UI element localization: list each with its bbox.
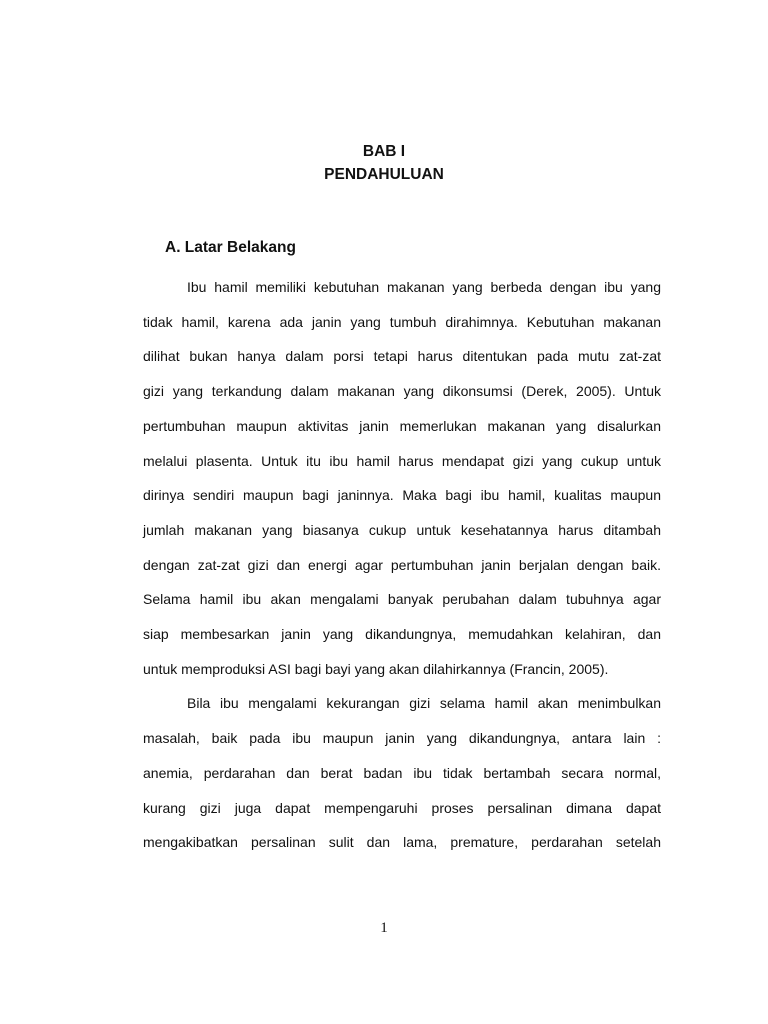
paragraph-line: melalui plasenta. Untuk itu ibu hamil harus mendapat gizi yang cukup untuk [143, 452, 661, 469]
paragraph-line: dilihat bukan hanya dalam porsi tetapi harus ditentukan pada mutu zat-zat [143, 348, 661, 365]
paragraph-2 [143, 686, 661, 860]
paragraph-line: Ibu hamil memiliki kebutuhan makanan yang berbeda dengan ibu yang [187, 279, 661, 295]
paragraph-line: anemia, perdarahan dan berat badan ibu tidak bertambah secara normal, [143, 764, 661, 781]
paragraph-line: untuk memproduksi ASI bagi bayi yang akan dilahirkannya (Francin, 2005). [143, 660, 609, 677]
paragraph-line: masalah, baik pada ibu maupun janin yang dikandungnya, antara lain : [143, 730, 661, 747]
paragraph-1 [143, 270, 661, 686]
paragraph-line: gizi yang terkandung dalam makanan yang dikonsumsi (Derek, 2005). Untuk [143, 383, 661, 400]
paragraph-line: siap membesarkan janin yang dikandungnya, memudahkan kelahiran, dan [143, 626, 661, 643]
chapter-title: PENDAHULUAN [324, 166, 444, 183]
paragraph-line: pertumbuhan maupun aktivitas janin memerlukan makanan yang disalurkan [143, 417, 661, 434]
paragraph-line: dengan zat-zat gizi dan energi agar pertumbuhan janin berjalan dengan baik. [143, 556, 661, 573]
paragraph-line: jumlah makanan yang biasanya cukup untuk kesehatannya harus ditambah [143, 521, 661, 538]
paragraph-line: dirinya sendiri maupun bagi janinnya. Maka bagi ibu hamil, kualitas maupun [143, 487, 661, 504]
paragraph-line: Selama hamil ibu akan mengalami banyak perubahan dalam tubuhnya agar [143, 591, 661, 608]
paragraph-line: kurang gizi juga dapat mempengaruhi proses persalinan dimana dapat [143, 799, 661, 816]
chapter-heading [0, 140, 768, 186]
paragraph-line: tidak hamil, karena ada janin yang tumbuh dirahimnya. Kebutuhan makanan [143, 313, 661, 330]
paragraph-line: Bila ibu mengalami kekurangan gizi selama hamil akan menimbulkan [187, 695, 661, 712]
paragraph-line: mengakibatkan persalinan sulit dan lama, premature, perdarahan setelah [143, 834, 661, 851]
section-heading: A. Latar Belakang [165, 239, 296, 256]
page-number: 1 [380, 920, 388, 936]
chapter-label: BAB I [362, 143, 406, 160]
body-text [143, 270, 661, 860]
